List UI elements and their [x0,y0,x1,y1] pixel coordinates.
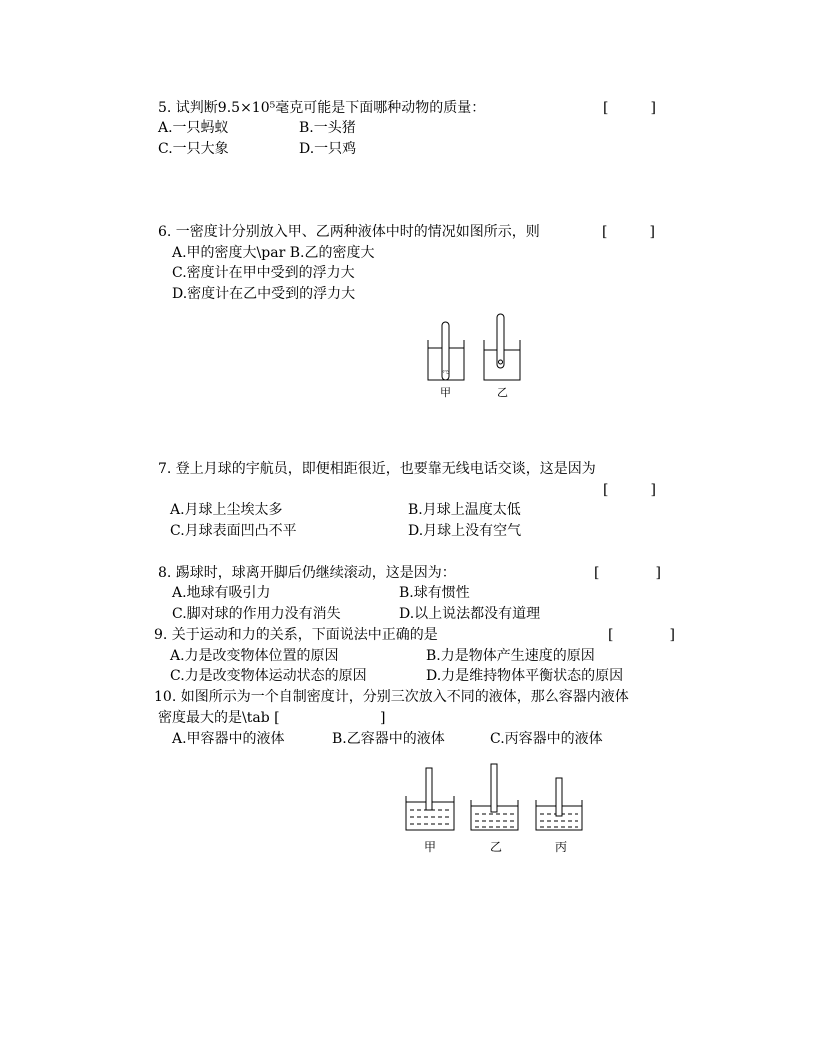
q10-container-yi [471,764,518,830]
q6-option-ab: A.甲的密度大\par B.乙的密度大 [172,245,375,261]
q10-stem-line2: 密度最大的是\tab [ [158,710,280,726]
q7-option-d: D.月球上没有空气 [408,523,522,539]
q6-label-yi: 乙 [497,386,508,399]
q10-container-bing [536,778,582,830]
q9-option-c: C.力是改变物体运动状态的原因 [170,668,367,684]
q10-label-bing: 丙 [555,840,568,854]
q7-bracket: [ ] [603,482,656,498]
q10-option-c: C.丙容器中的液体 [490,731,603,747]
q7-option-b: B.月球上温度太低 [408,502,521,518]
q10-option-a: A.甲容器中的液体 [172,731,285,747]
q10-option-b: B.乙容器中的液体 [332,731,445,747]
q8-bracket: [ ] [594,565,661,581]
q5-option-b: B.一头猪 [299,120,356,136]
q6-container-jia [428,322,464,380]
q6-bracket: [ ] [602,224,655,240]
q6-container-yi [484,314,520,380]
q10-figure [400,762,590,836]
q9-option-d: D.力是维持物体平衡状态的原因 [426,668,624,684]
q8-option-c: C.脚对球的作用力没有消失 [172,606,341,622]
q6-figure [420,310,530,402]
q9-bracket: [ ] [608,627,675,643]
q7-option-a: A.月球上尘埃太多 [170,502,283,518]
svg-text:ಌ: ಌ [442,368,450,376]
q10-bracket: ] [380,710,386,726]
q8-stem: 8. 踢球时，球离开脚后仍继续滚动，这是因为： [158,565,456,581]
q8-option-b: B.球有惯性 [399,585,470,601]
q9-stem: 9. 关于运动和力的关系，下面说法中正确的是 [154,627,438,643]
q10-container-jia [406,768,454,830]
q6-stem: 6. 一密度计分别放入甲、乙两种液体中时的情况如图所示，则 [158,224,540,240]
q8-option-d: D.以上说法都没有道理 [399,606,541,622]
q5-stem: 5. 试判断9.5×10⁵毫克可能是下面哪种动物的质量： [158,100,486,116]
q6-label-jia: 甲 [440,386,451,399]
q5-option-c: C.一只大象 [158,141,229,157]
q9-option-a: A.力是改变物体位置的原因 [170,648,339,664]
q10-label-jia: 甲 [424,840,437,854]
q10-label-yi: 乙 [490,840,503,854]
q5-option-a: A.一只蚂蚁 [158,120,229,136]
q9-option-b: B.力是物体产生速度的原因 [426,648,595,664]
q6-option-c: C.密度计在甲中受到的浮力大 [172,265,355,281]
q7-stem: 7. 登上月球的宇航员，即便相距很近，也要靠无线电话交谈，这是因为 [158,461,596,477]
q7-option-c: C.月球表面凹凸不平 [170,523,297,539]
q10-stem: 10. 如图所示为一个自制密度计，分别三次放入不同的液体，那么容器内液体 [154,689,629,705]
q8-option-a: A.地球有吸引力 [172,585,271,601]
q6-option-d: D.密度计在乙中受到的浮力大 [172,286,356,302]
q5-option-d: D.一只鸡 [299,141,357,157]
q5-bracket: [ ] [603,100,656,116]
